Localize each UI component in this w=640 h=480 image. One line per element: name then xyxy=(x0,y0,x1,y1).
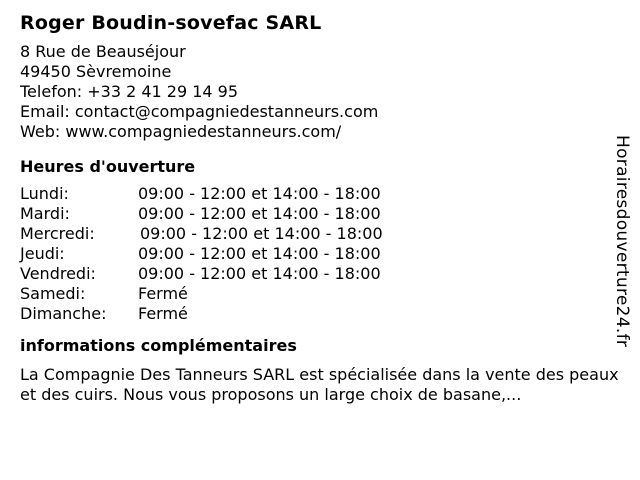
site-watermark: Horairesdouverture24.fr xyxy=(612,135,632,348)
contact-block xyxy=(20,42,600,142)
time-range: 09:00 - 12:00 et 14:00 - 18:00 xyxy=(138,264,381,283)
day-label: Dimanche: xyxy=(20,304,107,323)
day-label: Samedi: xyxy=(20,284,86,303)
additional-info-text: La Compagnie Des Tanneurs SARL est spécialisée dans la vente des peaux et des cuirs. Nous vous proposons un large choix de basane,... xyxy=(20,365,619,404)
time-range: Fermé xyxy=(138,284,188,303)
time-range: 09:00 - 12:00 et 14:00 - 18:00 xyxy=(138,204,381,223)
hours-row-friday xyxy=(20,264,600,284)
street-address: 8 Rue de Beauséjour xyxy=(20,42,186,61)
hours-row-tuesday xyxy=(20,204,600,224)
hours-row-monday xyxy=(20,184,600,204)
time-range: 09:00 - 12:00 et 14:00 - 18:00 xyxy=(138,184,381,203)
day-label: Vendredi: xyxy=(20,264,96,283)
business-name: Roger Boudin-sovefac SARL xyxy=(20,12,322,34)
city-postcode: 49450 Sèvremoine xyxy=(20,62,172,81)
day-label: Jeudi: xyxy=(20,244,65,263)
time-range: 09:00 - 12:00 et 14:00 - 18:00 xyxy=(138,244,381,263)
hours-row-saturday xyxy=(20,284,600,304)
day-label: Lundi: xyxy=(20,184,69,203)
day-label: Mercredi: xyxy=(20,224,95,243)
website-link: Web: www.compagniedestanneurs.com/ xyxy=(20,122,342,141)
time-range: Fermé xyxy=(138,304,188,323)
day-label: Mardi: xyxy=(20,204,70,223)
opening-hours-heading: Heures d'ouverture xyxy=(20,157,196,176)
time-range: 09:00 - 12:00 et 14:00 - 18:00 xyxy=(140,224,383,243)
business-card xyxy=(20,10,619,405)
opening-hours-list xyxy=(20,184,600,324)
hours-row-wednesday xyxy=(20,224,600,244)
hours-row-thursday xyxy=(20,244,600,264)
email-address: Email: contact@compagniedestanneurs.com xyxy=(20,102,379,121)
phone-number: Telefon: +33 2 41 29 14 95 xyxy=(20,82,239,101)
additional-info-heading: informations complémentaires xyxy=(20,336,297,355)
hours-row-sunday xyxy=(20,304,600,324)
